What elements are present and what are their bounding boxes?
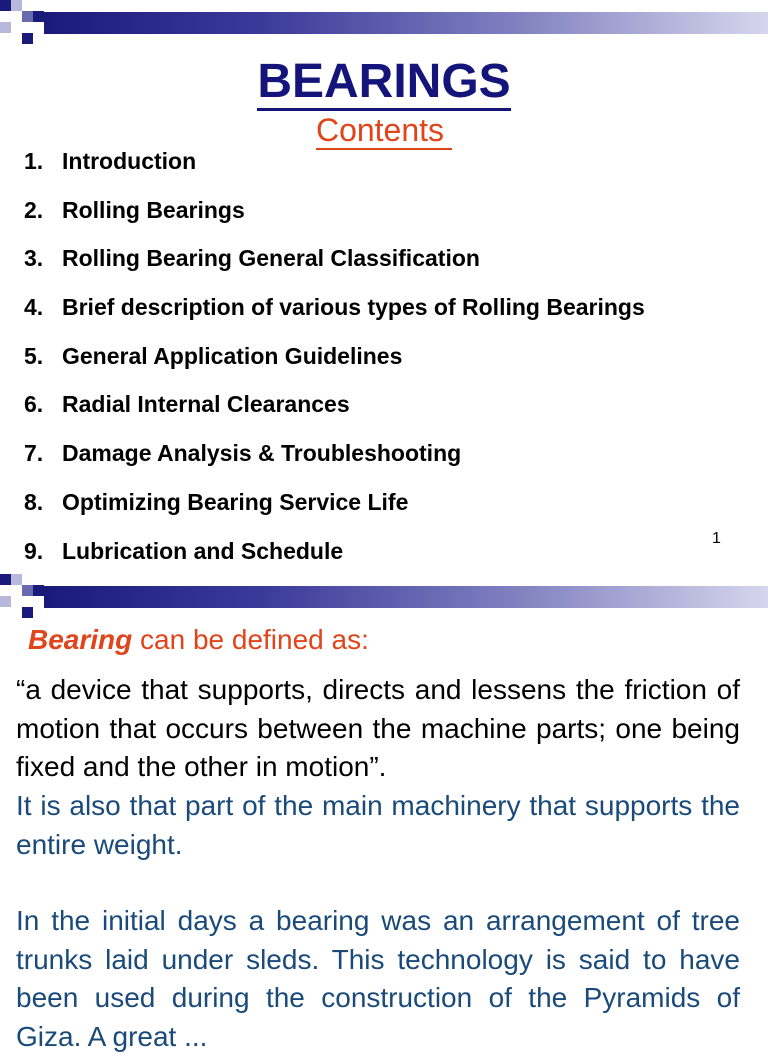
list-item xyxy=(24,436,645,485)
item-number: 3. xyxy=(24,245,44,272)
item-label: Optimizing Bearing Service Life xyxy=(62,488,409,515)
item-number: 5. xyxy=(24,342,44,369)
page-title xyxy=(0,54,768,110)
item-label: General Application Guidelines xyxy=(62,342,403,369)
item-label: Radial Internal Clearances xyxy=(62,391,350,418)
header-square xyxy=(0,574,11,585)
header-square xyxy=(22,607,33,618)
item-number: 4. xyxy=(24,294,44,321)
item-number: 7. xyxy=(24,440,44,467)
item-number: 2. xyxy=(24,196,44,223)
header-square xyxy=(0,596,11,607)
header-bar xyxy=(44,586,768,608)
item-label: Damage Analysis & Troubleshooting xyxy=(62,440,462,467)
list-item xyxy=(24,241,645,290)
header-square xyxy=(22,585,33,596)
definition-term: Bearing xyxy=(28,624,133,655)
list-item xyxy=(24,387,645,436)
item-label: Brief description of various types of Rolling Bearings xyxy=(62,294,645,321)
item-number: 1. xyxy=(24,148,44,174)
item-number: 6. xyxy=(24,391,44,418)
item-label: Rolling Bearings xyxy=(62,196,245,223)
history-paragraph: In the initial days a bearing was an arrangement of tree trunks laid under sleds. This technology is said to have been used during the construction of the Pyramids of Giza. A great ... xyxy=(16,905,740,1052)
header-bar xyxy=(44,12,768,34)
item-number: 8. xyxy=(24,488,44,515)
definition-heading-text: can be defined as: xyxy=(132,624,369,655)
header-square xyxy=(11,574,22,585)
header-square xyxy=(0,22,11,33)
contents-list xyxy=(24,144,645,582)
list-item xyxy=(24,485,645,534)
slide-definition xyxy=(0,574,768,1052)
item-label: Introduction xyxy=(62,148,197,174)
page-number: 1 xyxy=(712,530,721,547)
definition-heading xyxy=(28,620,369,660)
weight-paragraph: It is also that part of the main machinery that supports the entire weight. xyxy=(16,790,740,860)
header-square xyxy=(11,0,22,11)
item-number: 9. xyxy=(24,537,44,564)
list-item xyxy=(24,290,645,339)
header-square xyxy=(33,11,44,22)
header-square xyxy=(22,33,33,44)
list-item xyxy=(24,144,645,193)
list-item xyxy=(24,193,645,242)
subtitle-text: Contents xyxy=(316,112,452,150)
header-square xyxy=(0,0,11,11)
header-square xyxy=(22,11,33,22)
title-text: BEARINGS xyxy=(257,55,510,111)
header-square xyxy=(33,585,44,596)
list-item xyxy=(24,339,645,388)
item-label: Rolling Bearing General Classification xyxy=(62,245,480,272)
item-label: Lubrication and Schedule xyxy=(62,537,344,564)
definition-paragraph: “a device that supports, directs and lessens the friction of motion that occurs between the machine parts; one being fixed and the other in motion”. xyxy=(16,674,740,782)
